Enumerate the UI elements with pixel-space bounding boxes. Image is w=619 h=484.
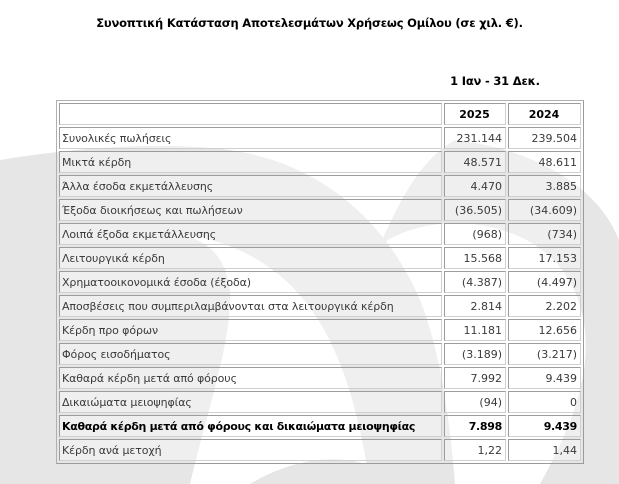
table-row: [59, 295, 581, 317]
header-year-2024: 2024: [508, 103, 581, 125]
table-header-row: [59, 103, 581, 125]
period-label: 1 Ιαν - 31 Δεκ.: [450, 74, 540, 88]
value-2025: 7.898: [444, 415, 506, 437]
income-statement-table: [56, 100, 584, 464]
row-label: Άλλα έσοδα εκμετάλλευσης: [59, 175, 442, 197]
value-2025: 2.814: [444, 295, 506, 317]
value-2024: 3.885: [508, 175, 581, 197]
header-year-2025: 2025: [444, 103, 506, 125]
value-2024: (3.217): [508, 343, 581, 365]
value-2025: 11.181: [444, 319, 506, 341]
value-2024: 0: [508, 391, 581, 413]
value-2024: (4.497): [508, 271, 581, 293]
statement-title: Συνοπτική Κατάσταση Αποτελεσμάτων Χρήσεως Ομίλου (σε χιλ. €).: [96, 16, 523, 30]
row-label: Συνολικές πωλήσεις: [59, 127, 442, 149]
row-label: Κέρδη προ φόρων: [59, 319, 442, 341]
value-2024: 9.439: [508, 367, 581, 389]
value-2024: (734): [508, 223, 581, 245]
row-label: Μικτά κέρδη: [59, 151, 442, 173]
value-2025: (94): [444, 391, 506, 413]
header-label-cell: [59, 103, 442, 125]
table-row: [59, 319, 581, 341]
table-row: [59, 127, 581, 149]
table-row: [59, 439, 581, 461]
value-2024: (34.609): [508, 199, 581, 221]
row-label: Κέρδη ανά μετοχή: [59, 439, 442, 461]
value-2025: 1,22: [444, 439, 506, 461]
table-row: [59, 367, 581, 389]
value-2025: 7.992: [444, 367, 506, 389]
value-2024: 239.504: [508, 127, 581, 149]
table-row: [59, 199, 581, 221]
value-2024: 1,44: [508, 439, 581, 461]
table-row: [59, 175, 581, 197]
row-label: Χρηματοοικονομικά έσοδα (έξοδα): [59, 271, 442, 293]
value-2024: 48.611: [508, 151, 581, 173]
value-2025: 48.571: [444, 151, 506, 173]
row-label: Αποσβέσεις που συμπεριλαμβάνονται στα λειτουργικά κέρδη: [59, 295, 442, 317]
value-2025: (3.189): [444, 343, 506, 365]
row-label: Λοιπά έξοδα εκμετάλλευσης: [59, 223, 442, 245]
value-2025: (4.387): [444, 271, 506, 293]
value-2025: (36.505): [444, 199, 506, 221]
table-row: [59, 247, 581, 269]
row-label: Καθαρά κέρδη μετά από φόρους: [59, 367, 442, 389]
row-label: Καθαρά κέρδη μετά από φόρους και δικαιώματα μειοψηφίας: [59, 415, 442, 437]
value-2024: 2.202: [508, 295, 581, 317]
row-label: Φόρος εισοδήματος: [59, 343, 442, 365]
row-label: Έξοδα διοικήσεως και πωλήσεων: [59, 199, 442, 221]
table-row: [59, 343, 581, 365]
table-row: [59, 271, 581, 293]
value-2024: 12.656: [508, 319, 581, 341]
value-2025: 4.470: [444, 175, 506, 197]
table-row: [59, 391, 581, 413]
value-2025: (968): [444, 223, 506, 245]
table-row: [59, 223, 581, 245]
value-2025: 15.568: [444, 247, 506, 269]
row-label: Δικαιώματα μειοψηφίας: [59, 391, 442, 413]
value-2025: 231.144: [444, 127, 506, 149]
value-2024: 17.153: [508, 247, 581, 269]
row-label: Λειτουργικά κέρδη: [59, 247, 442, 269]
value-2024: 9.439: [508, 415, 581, 437]
table-row-total: [59, 415, 581, 437]
table-row: [59, 151, 581, 173]
